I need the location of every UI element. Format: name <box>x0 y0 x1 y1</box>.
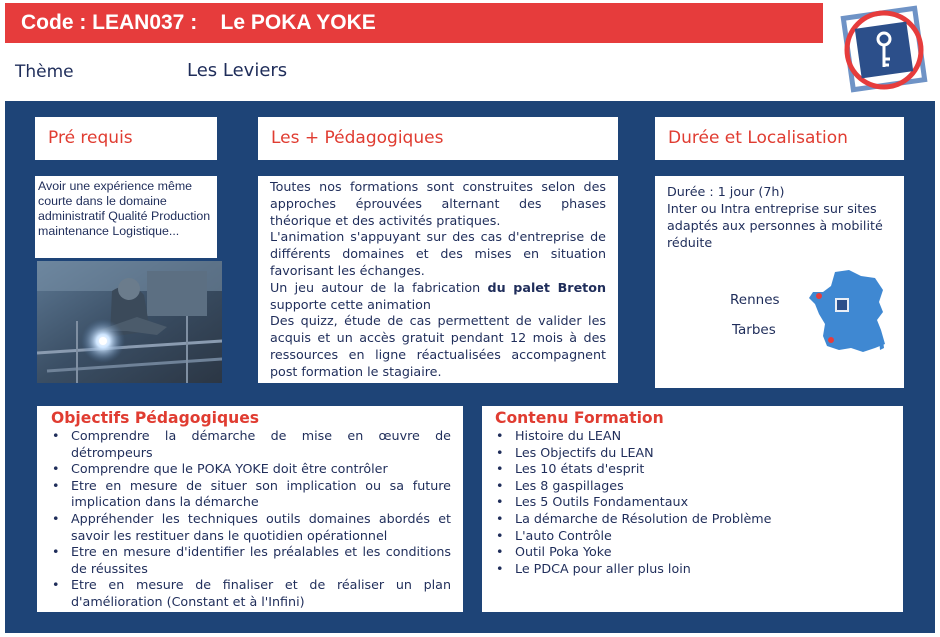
contenu-list <box>495 428 891 577</box>
city-rennes: Rennes <box>730 292 780 308</box>
objectifs-title: Objectifs Pédagogiques <box>51 409 260 427</box>
peda-paragraph-1: Toutes nos formations sont construites selon des approches éprouvées alternant des phases théorique et des activités pratiques. <box>270 179 606 228</box>
theme-value: Les Leviers <box>187 60 288 81</box>
list-item: • Comprendre la démarche de mise en œuvre de détrompeurs <box>51 428 451 461</box>
list-item: • Le PDCA pour aller plus loin <box>495 561 891 578</box>
list-item: • Les 10 états d'esprit <box>495 461 891 478</box>
welding-photo <box>37 261 222 383</box>
list-item: • Les Objectifs du LEAN <box>495 445 891 462</box>
list-item: • Etre en mesure de finaliser et de réaliser un plan d'amélioration (Constant et à l'Infini) <box>51 577 451 610</box>
key-logo <box>834 3 934 99</box>
course-code: Code : LEAN037 : <box>21 11 198 34</box>
list-item: • Les 5 Outils Fondamentaux <box>495 494 891 511</box>
palet-breton: du palet Breton <box>487 279 606 295</box>
peda-p3-after: supporte cette animation <box>270 296 431 312</box>
list-item: • Etre en mesure d'identifier les préalables et les conditions de réussites <box>51 544 451 577</box>
pedagogiques-text <box>258 176 618 383</box>
header-bar <box>5 3 823 43</box>
duree-line: Durée : 1 jour (7h) <box>667 184 785 199</box>
header-title <box>21 11 376 35</box>
prerequis-title: Pré requis <box>48 128 133 148</box>
theme-label: Thème <box>15 62 74 82</box>
peda-paragraph-3 <box>270 280 606 314</box>
list-item: • Comprendre que le POKA YOKE doit être contrôler <box>51 461 451 478</box>
city-tarbes: Tarbes <box>732 322 776 338</box>
peda-p3-before: Un jeu autour de la fabrication <box>270 279 481 295</box>
duree-title: Durée et Localisation <box>668 128 848 148</box>
contenu-box <box>482 406 903 612</box>
list-item: • Histoire du LEAN <box>495 428 891 445</box>
prerequis-text: Avoir une expérience même courte dans le domaine administratif Qualité Production maintenance Logistique... <box>35 176 217 258</box>
pedagogiques-title: Les + Pédagogiques <box>271 128 444 148</box>
contenu-title: Contenu Formation <box>495 409 664 427</box>
france-map <box>805 268 887 356</box>
list-item: • Appréhender les techniques outils domaines abordés et savoir les restituer dans le quotidien opérationnel <box>51 511 451 544</box>
duree-title-box <box>655 117 904 160</box>
list-item: • L'auto Contrôle <box>495 528 891 545</box>
list-item: • Outil Poka Yoke <box>495 544 891 561</box>
peda-paragraph-2: L'animation s'appuyant sur des cas d'entreprise de différents domaines et des mises en situation favorisant les échanges. <box>270 229 606 278</box>
list-item: • Etre en mesure de situer son implication ou sa future implication dans la démarche <box>51 478 451 511</box>
prerequis-title-box <box>35 117 217 160</box>
peda-paragraph-4: Des quizz, étude de cas permettent de valider les acquis et un accès gratuit pendant 12 mois à des ressources en ligne réactualisées accompagnent post formation le stagiaire. <box>270 313 606 379</box>
list-item: • Les 8 gaspillages <box>495 478 891 495</box>
course-title: Le POKA YOKE <box>220 11 376 34</box>
localisation-text: Inter ou Intra entreprise sur sites adaptés aux personnes à mobilité réduite <box>667 201 883 250</box>
objectifs-list <box>51 428 451 611</box>
pedagogiques-title-box <box>258 117 618 160</box>
objectifs-box <box>37 406 463 612</box>
list-item: • La démarche de Résolution de Problème <box>495 511 891 528</box>
